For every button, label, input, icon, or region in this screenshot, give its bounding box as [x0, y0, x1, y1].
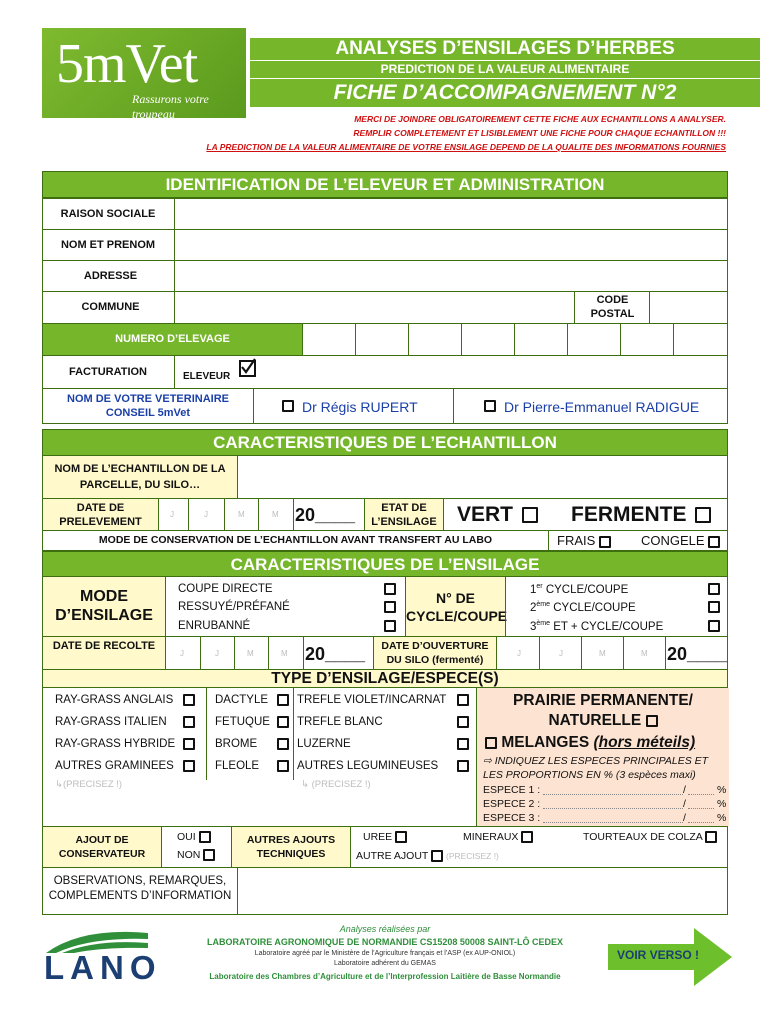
observations-field[interactable]	[237, 868, 729, 914]
code-postal-field[interactable]	[649, 292, 729, 323]
tourteaux-option[interactable]	[583, 831, 717, 843]
uree-label: UREE	[363, 831, 393, 843]
species-autres-legumineuses: AUTRES LEGUMINEUSES	[297, 760, 439, 772]
precisez-text: (PRECISEZ !)	[446, 851, 499, 861]
hint-m: M	[272, 510, 279, 519]
vet2-label: Dr Pierre-Emmanuel RADIGUE	[504, 399, 700, 415]
hint-j: J	[215, 649, 219, 658]
species-brome: BROME	[215, 738, 258, 750]
cycle-2-sup: ème	[536, 601, 551, 608]
footer-labo: LABORATOIRE AGRONOMIQUE DE NORMANDIE CS15208 50008 SAINT-LÔ CEDEX	[207, 937, 563, 947]
label-observations: OBSERVATIONS, REMARQUES, COMPLEMENTS D’INFORMATION	[48, 875, 232, 902]
numero-elevage-cells[interactable]	[302, 324, 728, 355]
cycle-options	[505, 577, 729, 636]
ray-grass-anglais-checkbox[interactable]	[183, 694, 195, 706]
checkbox-icon	[395, 831, 407, 843]
cycle-2-checkbox[interactable]	[708, 601, 720, 613]
vet-option-rupert[interactable]	[253, 389, 454, 423]
etat-vert-option[interactable]	[457, 503, 538, 527]
label-adresse: ADRESSE	[83, 270, 138, 282]
label-nom-echantillon: NOM DE L’ECHANTILLON DE LA PARCELLE, DU SILO…	[43, 456, 237, 498]
cycle-1-checkbox[interactable]	[708, 583, 720, 595]
species-ray-grass-italien: RAY-GRASS ITALIEN	[55, 716, 167, 728]
autre-ajout-option[interactable]	[356, 850, 499, 862]
melanges-option[interactable]	[485, 734, 695, 752]
row-commune	[42, 291, 728, 324]
commune-field[interactable]	[174, 292, 575, 323]
row-mode-cycle	[42, 576, 728, 637]
species-autres-graminees: AUTRES GRAMINEES	[55, 760, 174, 772]
row-mode-conservation	[42, 530, 728, 551]
espece-3-row[interactable]: ESPECE 3 : / %	[483, 812, 727, 824]
brome-checkbox[interactable]	[277, 738, 289, 750]
frais-option[interactable]	[557, 533, 611, 548]
row-numero-elevage	[42, 323, 728, 356]
oui-label: OUI	[177, 831, 196, 843]
espece-1-label: ESPECE 1 :	[483, 784, 541, 796]
uree-option[interactable]	[363, 831, 407, 843]
checkbox-icon	[431, 850, 443, 862]
label-code-postal: CODE POSTAL	[574, 292, 650, 324]
lano-logo	[42, 925, 162, 986]
hint-j: J	[180, 649, 184, 658]
row-nom-prenom	[42, 229, 728, 261]
cycle-3-sup: ème	[536, 620, 551, 627]
logo-brand: 5mVet	[56, 33, 198, 95]
checkbox-icon	[521, 831, 533, 843]
espece-1-row[interactable]: ESPECE 1 : / %	[483, 784, 727, 796]
hint-j: J	[170, 510, 174, 519]
autre-ajout-label: AUTRE AJOUT	[356, 850, 429, 862]
row-adresse	[42, 260, 728, 292]
prairie-option[interactable]	[476, 688, 729, 735]
label-date-prelevement: DATE DE PRELEVEMENT	[43, 499, 158, 530]
prairie-label	[477, 691, 729, 731]
arrow-icon: ↳	[301, 779, 309, 790]
section-ensilage: CARACTERISTIQUES DE L’ENSILAGE	[42, 551, 728, 577]
frais-label: FRAIS	[557, 533, 596, 548]
vert-label: VERT	[457, 503, 514, 526]
checkbox-icon	[199, 831, 211, 843]
etat-fermente-option[interactable]	[571, 503, 711, 527]
section-identification: IDENTIFICATION DE L’ELEVEUR ET ADMINISTRATION	[42, 171, 728, 198]
checkbox-icon	[708, 536, 720, 548]
label-cycle: N° DE CYCLE/COUPE	[405, 577, 505, 636]
conservation-options	[548, 531, 729, 550]
cycle-2-label: CYCLE/COUPE	[550, 601, 636, 614]
species-trefle-violet: TREFLE VIOLET/INCARNAT	[297, 694, 447, 706]
non-option[interactable]	[177, 849, 215, 861]
label-eleveur: ELEVEUR	[183, 371, 231, 382]
indiquez-text	[483, 754, 727, 782]
row-conservateur	[42, 826, 728, 868]
nom-echantillon-field[interactable]	[237, 456, 729, 498]
checkbox-icon	[646, 715, 658, 727]
dactyle-checkbox[interactable]	[277, 694, 289, 706]
species-dactyle: DACTYLE	[215, 694, 269, 706]
cycle-1-number: 1	[530, 583, 537, 596]
label-numero-elevage: NUMERO D’ELEVAGE	[43, 324, 302, 355]
espece-3-label: ESPECE 3 :	[483, 812, 541, 824]
hors-meteils: (hors méteils)	[593, 734, 696, 751]
lano-text: LANO	[44, 949, 162, 986]
hint-j: J	[204, 510, 208, 519]
label-mode-ensilage: MODE D’ENSILAGE	[43, 577, 165, 636]
non-label: NON	[177, 849, 201, 861]
label-facturation: FACTURATION	[68, 366, 147, 378]
facturation-cell	[174, 356, 729, 388]
checkbox-icon	[599, 536, 611, 548]
row-dates-recolte	[42, 636, 728, 670]
mode-options	[165, 577, 406, 636]
row-date-prelevement	[42, 498, 728, 531]
row-facturation	[42, 355, 728, 389]
vet-option-radigue[interactable]	[453, 389, 729, 423]
mode-ressuye: RESSUYÉ/PRÉFANÉ	[178, 601, 290, 613]
hint-m: M	[641, 649, 648, 658]
congele-option[interactable]	[641, 533, 720, 548]
label-commune: COMMUNE	[81, 301, 140, 313]
row-nom-echantillon	[42, 455, 728, 499]
section-type-ensilage: TYPE D’ENSILAGE/ESPECE(S)	[42, 669, 728, 688]
voir-verso-label: VOIR VERSO !	[616, 948, 699, 962]
fiche-title: FICHE D’ACCOMPAGNEMENT N°2	[250, 79, 760, 107]
arrow-icon: ↳	[55, 779, 63, 790]
oui-option[interactable]	[177, 831, 211, 843]
precisez-legumineuses[interactable]	[301, 779, 371, 790]
hint-m: M	[247, 649, 254, 658]
espece-2-label: ESPECE 2 :	[483, 798, 541, 810]
5mvet-logo	[42, 28, 246, 121]
label-etat: ETAT DE L’ENSILAGE	[364, 499, 444, 530]
species-ray-grass-anglais: RAY-GRASS ANGLAIS	[55, 694, 174, 706]
label-date-ouverture: DATE D’OUVERTURE DU SILO (fermenté)	[373, 637, 497, 669]
adresse-field[interactable]	[174, 261, 729, 291]
checkbox-icon	[522, 507, 538, 523]
ray-grass-hybride-checkbox[interactable]	[183, 738, 195, 750]
page-title: ANALYSES D’ENSILAGES D’HERBES	[250, 38, 760, 60]
checkbox-icon	[485, 737, 497, 749]
label-raison-sociale: RAISON SOCIALE	[60, 208, 156, 220]
checkbox-icon	[282, 400, 294, 412]
cycle-3-label: ET + CYCLE/COUPE	[550, 620, 664, 633]
mode-enrubanne-checkbox[interactable]	[384, 620, 396, 632]
luzerne-checkbox[interactable]	[457, 738, 469, 750]
checkbox-icon	[695, 507, 711, 523]
raison-sociale-field[interactable]	[174, 199, 729, 229]
arrow-right-icon: ⇨	[483, 755, 495, 767]
nom-prenom-field[interactable]	[174, 230, 729, 260]
checkbox-icon	[705, 831, 717, 843]
page-subtitle: PREDICTION DE LA VALEUR ALIMENTAIRE	[250, 61, 760, 78]
date-prelevement-field[interactable]	[158, 499, 293, 530]
species-trefle-blanc: TREFLE BLANC	[297, 716, 383, 728]
footer-gemas: Laboratoire adhérent du GEMAS	[334, 960, 436, 967]
autres-graminees-checkbox[interactable]	[183, 760, 195, 772]
section-echantillon: CARACTERISTIQUES DE L’ECHANTILLON	[42, 429, 728, 456]
voir-verso-arrow[interactable]	[608, 928, 732, 986]
label-mode-conservation: MODE DE CONSERVATION DE L’ECHANTILLON AVANT TRANSFERT AU LABO	[98, 534, 493, 546]
year-prefix-ouverture: 20____	[667, 644, 728, 664]
prairie-text: PRAIRIE PERMANENTE/ NATURELLE	[513, 692, 693, 729]
date-recolte-field[interactable]	[165, 637, 303, 669]
trefle-blanc-checkbox[interactable]	[457, 716, 469, 728]
footer-chambres: Laboratoire des Chambres d’Agriculture et de l’Interprofession Laitière de Basse Normandie	[209, 972, 561, 981]
cycle-1-sup: er	[536, 583, 543, 590]
mineraux-option[interactable]	[463, 831, 533, 843]
row-observations	[42, 867, 728, 915]
fermente-label: FERMENTE	[571, 503, 687, 526]
mode-enrubanne: ENRUBANNÉ	[178, 620, 251, 632]
label-autres-ajouts: AUTRES AJOUTS TECHNIQUES	[231, 827, 351, 867]
mode-coupe-directe: COUPE DIRECTE	[178, 583, 273, 595]
melanges-panel	[476, 734, 729, 826]
species-fleole: FLEOLE	[215, 760, 260, 772]
cycle-3-number: 3	[530, 620, 537, 633]
hint-m: M	[599, 649, 606, 658]
species-luzerne: LUZERNE	[297, 738, 351, 750]
mineraux-label: MINERAUX	[463, 831, 519, 843]
hint-j: J	[517, 649, 521, 658]
label-ajout-conservateur: AJOUT DE CONSERVATEUR	[43, 827, 161, 867]
footer-realisees: Analyses réalisées par	[339, 924, 431, 934]
note-3: LA PREDICTION DE LA VALEUR ALIMENTAIRE DE VOTRE ENSILAGE DEPEND DE LA QUALITE DES INFORMATIONS FOURNIES	[206, 142, 726, 152]
year-prefix-recolte: 20____	[305, 644, 366, 664]
cycle-1-label: CYCLE/COUPE	[542, 583, 629, 596]
label-veterinaire: NOM DE VOTRE VETERINAIRE CONSEIL 5mVet	[67, 393, 229, 419]
row-veterinaire	[42, 388, 728, 424]
row-raison-sociale	[42, 198, 728, 230]
hint-j: J	[559, 649, 563, 658]
footer-agree: Laboratoire agréé par le Ministère de l’Agriculture français et l’ASP (ex AUP-ONIOL)	[254, 950, 516, 957]
melanges-label: MELANGES	[501, 734, 590, 751]
cycle-2-number: 2	[530, 601, 537, 614]
species-fetuque: FETUQUE	[215, 716, 270, 728]
date-ouverture-field[interactable]	[497, 637, 665, 669]
congele-label: CONGELE	[641, 533, 705, 548]
species-ray-grass-hybride: RAY-GRASS HYBRIDE	[55, 738, 176, 750]
mode-coupe-directe-checkbox[interactable]	[384, 583, 396, 595]
precisez-text: (PRECISEZ !)	[311, 779, 371, 790]
conservateur-options	[161, 827, 232, 867]
fetuque-checkbox[interactable]	[277, 716, 289, 728]
logo-tagline: Rassurons votre troupeau	[132, 92, 209, 121]
checkbox-icon	[484, 400, 496, 412]
label-nom-prenom: NOM ET PRENOM	[60, 239, 156, 251]
year-prefix: 20____	[295, 505, 356, 525]
note-1: MERCI DE JOINDRE OBLIGATOIREMENT CETTE FICHE AUX ECHANTILLONS A ANALYSER.	[354, 114, 726, 124]
autres-legumineuses-checkbox[interactable]	[457, 760, 469, 772]
checkbox-icon	[203, 849, 215, 861]
tourteaux-label: TOURTEAUX DE COLZA	[583, 831, 703, 843]
type-species-panel	[42, 687, 728, 827]
fleole-checkbox[interactable]	[277, 760, 289, 772]
hint-m: M	[238, 510, 245, 519]
cycle-3-checkbox[interactable]	[708, 620, 720, 632]
ray-grass-italien-checkbox[interactable]	[183, 716, 195, 728]
trefle-violet-checkbox[interactable]	[457, 694, 469, 706]
eleveur-checkbox-checked[interactable]	[239, 360, 256, 377]
check-icon	[239, 358, 256, 375]
mode-ressuye-checkbox[interactable]	[384, 601, 396, 613]
precisez-text: (PRECISEZ !)	[62, 779, 123, 790]
vet1-label: Dr Régis RUPERT	[302, 399, 418, 415]
precisez-graminees[interactable]	[55, 779, 122, 790]
hint-m: M	[281, 649, 288, 658]
label-date-recolte: DATE DE RECOLTE	[43, 637, 165, 669]
espece-2-row[interactable]: ESPECE 2 : / %	[483, 798, 727, 810]
note-2: REMPLIR COMPLETEMENT ET LISIBLEMENT UNE FICHE POUR CHAQUE ECHANTILLON !!!	[353, 128, 726, 138]
indiquez-label: INDIQUEZ LES ESPECES PRINCIPALES ET LES PROPORTIONS EN % (3 espèces maxi)	[483, 755, 709, 781]
